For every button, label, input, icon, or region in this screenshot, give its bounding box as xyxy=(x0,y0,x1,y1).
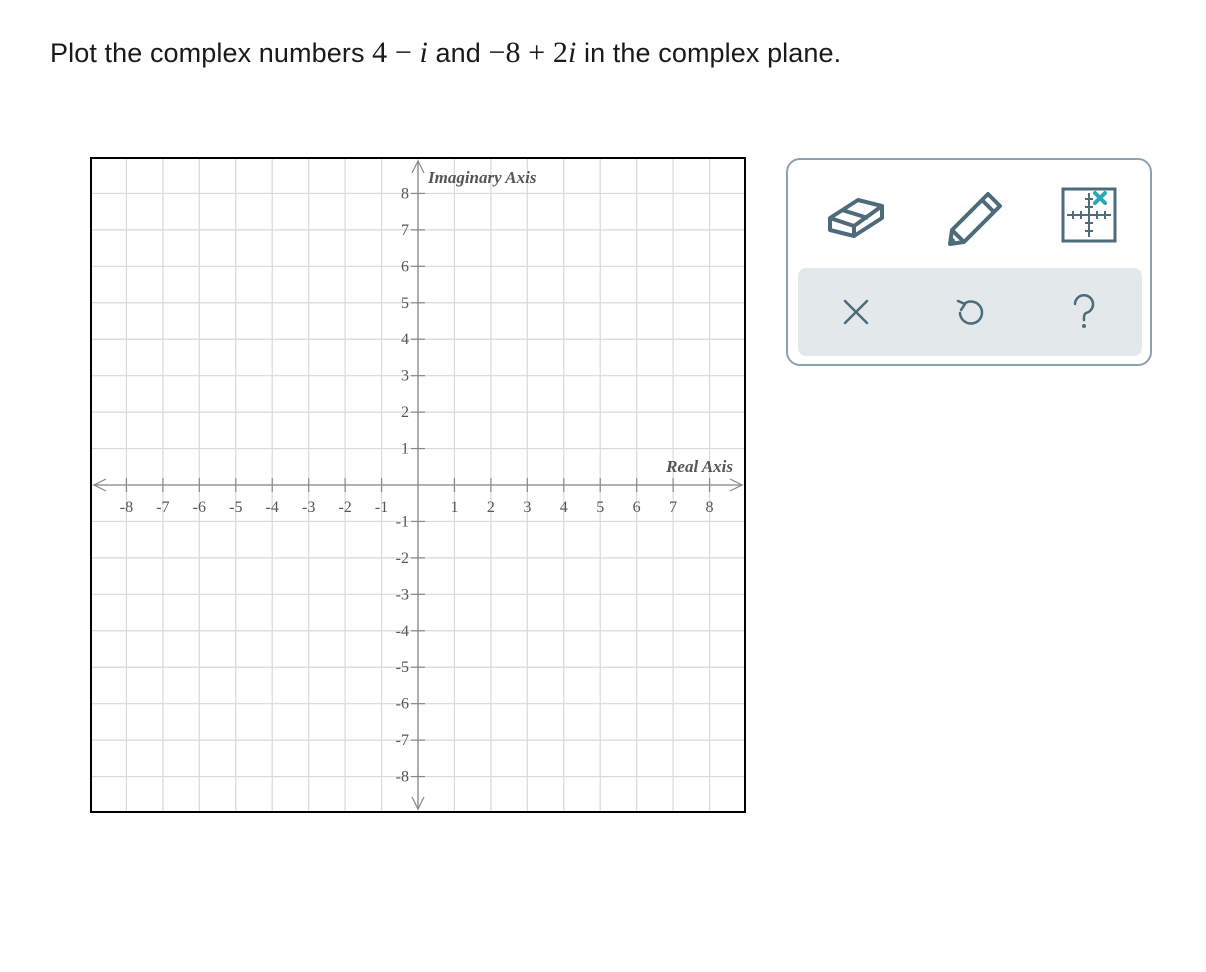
x-tick-label: -4 xyxy=(265,499,279,516)
x-tick-label: -1 xyxy=(374,499,389,516)
action-bar xyxy=(798,268,1142,356)
complex-number-1: 4 − i xyxy=(372,36,428,69)
y-tick-label: -4 xyxy=(395,622,409,640)
y-tick-label: 2 xyxy=(401,404,409,422)
plot-point-tool-button[interactable] xyxy=(1054,180,1124,250)
graph-toolbar xyxy=(786,158,1152,366)
complex-plane-graph[interactable] xyxy=(90,157,746,813)
y-tick-label: -8 xyxy=(395,768,409,786)
undo-icon xyxy=(955,297,985,327)
y-tick-label: 3 xyxy=(401,367,409,385)
clear-button[interactable] xyxy=(826,282,886,342)
x-tick-label: -2 xyxy=(338,499,352,516)
x-tick-label: -8 xyxy=(119,499,134,516)
x-tick-label: 7 xyxy=(669,499,678,516)
prompt-middle: and xyxy=(427,38,489,68)
y-tick-label: -7 xyxy=(395,732,409,750)
imaginary-axis-title: Imaginary Axis xyxy=(428,168,537,187)
y-tick-label: 6 xyxy=(401,258,409,276)
eraser-tool-button[interactable] xyxy=(820,180,890,250)
undo-button[interactable] xyxy=(940,282,1000,342)
y-tick-label: -3 xyxy=(395,586,409,604)
y-tick-label: 8 xyxy=(401,185,409,203)
axes xyxy=(94,161,742,809)
x-tick-label: 3 xyxy=(523,499,532,516)
x-tick-label: -5 xyxy=(229,499,243,516)
real-axis-title: Real Axis xyxy=(666,457,733,476)
x-tick-label: 2 xyxy=(486,499,495,516)
y-tick-label: -2 xyxy=(395,549,409,567)
prompt-prefix: Plot the complex numbers xyxy=(50,38,373,68)
y-tick-label: -1 xyxy=(395,513,409,531)
x-tick-labels xyxy=(120,478,714,516)
x-tick-label: 4 xyxy=(559,499,568,516)
pencil-tool-button[interactable] xyxy=(940,180,1010,250)
question-prompt xyxy=(50,36,841,70)
y-tick-label: 5 xyxy=(401,294,409,312)
prompt-suffix: in the complex plane. xyxy=(576,38,842,68)
y-tick-label: -6 xyxy=(395,695,409,713)
plot-point-icon xyxy=(1059,185,1119,245)
x-tick-label: -7 xyxy=(156,499,170,516)
drawing-tools xyxy=(788,160,1150,268)
pencil-icon xyxy=(944,184,1006,246)
x-tick-label: -3 xyxy=(302,499,316,516)
complex-plane-canvas[interactable] xyxy=(90,157,746,813)
x-tick-label: 1 xyxy=(450,499,459,516)
complex-number-2: −8 + 2i xyxy=(488,36,577,69)
clear-icon xyxy=(841,297,871,327)
x-tick-label: 8 xyxy=(705,499,714,516)
x-tick-label: 5 xyxy=(596,499,605,516)
eraser-icon xyxy=(824,190,886,240)
help-button[interactable] xyxy=(1054,282,1114,342)
y-tick-label: -5 xyxy=(395,659,409,677)
y-tick-label: 7 xyxy=(401,221,409,239)
y-tick-label: 1 xyxy=(401,440,409,458)
help-icon xyxy=(1069,294,1099,330)
y-tick-label: 4 xyxy=(401,331,409,349)
x-tick-label: 6 xyxy=(632,499,641,516)
x-tick-label: -6 xyxy=(192,499,206,516)
